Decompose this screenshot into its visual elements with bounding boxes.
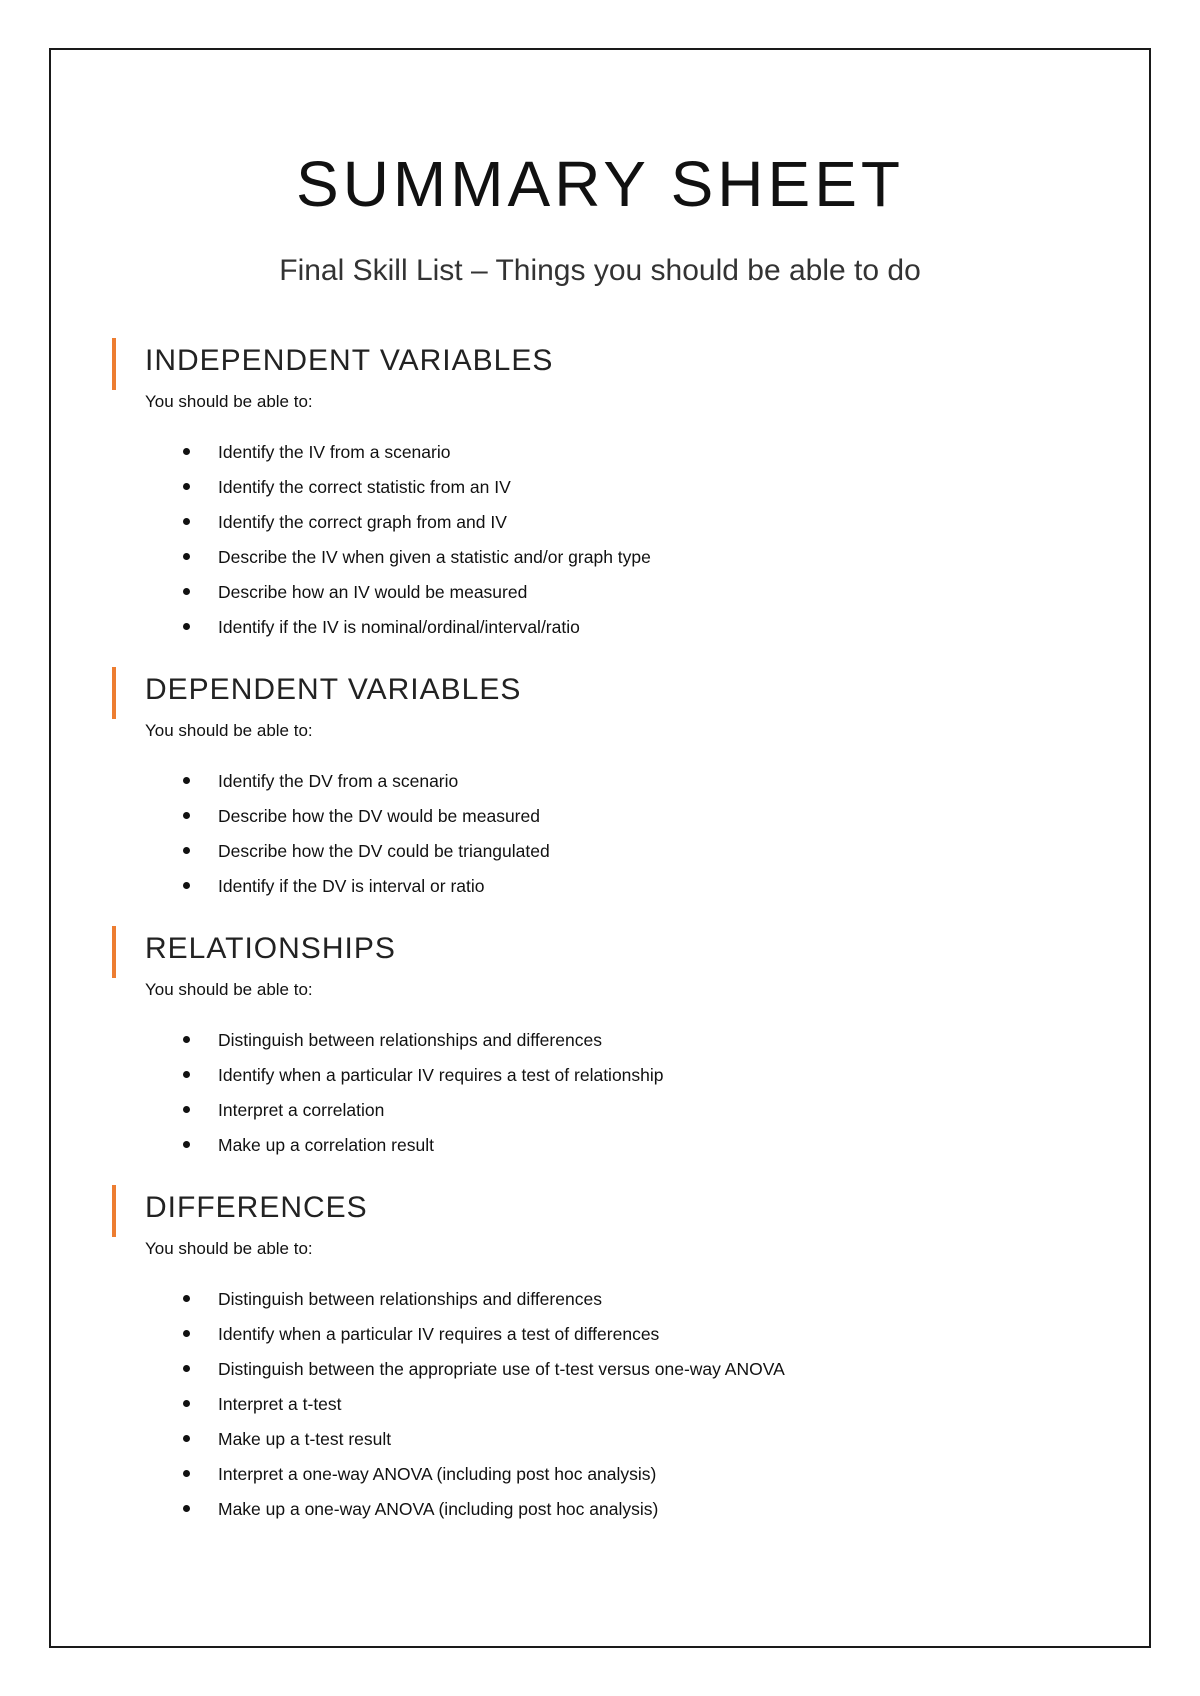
list-item-text: Identify the DV from a scenario [218,771,459,791]
bullet-icon [183,448,190,455]
section-accent-bar [112,667,116,719]
section-accent-bar [112,1185,116,1237]
section-heading: INDEPENDENT VARIABLES [145,344,554,377]
section-accent-bar [112,338,116,390]
list-item-text: Distinguish between the appropriate use of t-test versus one-way ANOVA [218,1359,785,1379]
bullet-icon [183,1470,190,1477]
list-item-text: Distinguish between relationships and differences [218,1289,602,1309]
list-item-text: Make up a correlation result [218,1135,434,1155]
bullet-icon [183,812,190,819]
section-intro: You should be able to: [145,980,313,999]
bullet-icon [183,882,190,889]
page-title: SUMMARY SHEET [296,148,904,220]
list-item-text: Identify when a particular IV requires a test of relationship [218,1065,664,1085]
bullet-icon [183,1435,190,1442]
bullet-icon [183,553,190,560]
section-heading: RELATIONSHIPS [145,932,396,965]
section-intro: You should be able to: [145,1239,313,1258]
list-item-text: Interpret a t-test [218,1394,342,1414]
list-item-text: Make up a one-way ANOVA (including post hoc analysis) [218,1499,659,1519]
section-heading: DIFFERENCES [145,1191,368,1224]
bullet-icon [183,777,190,784]
page-subtitle: Final Skill List – Things you should be able to do [279,254,921,287]
bullet-icon [183,1505,190,1512]
section-heading: DEPENDENT VARIABLES [145,673,522,706]
bullet-icon [183,1295,190,1302]
bullet-icon [183,1106,190,1113]
section-accent-bar [112,926,116,978]
list-item-text: Identify the correct graph from and IV [218,512,507,532]
list-item-text: Identify the correct statistic from an IV [218,477,511,497]
list-item-text: Interpret a correlation [218,1100,385,1120]
bullet-icon [183,847,190,854]
list-item-text: Make up a t-test result [218,1429,392,1449]
bullet-icon [183,483,190,490]
list-item-text: Describe how the DV would be measured [218,806,540,826]
section-intro: You should be able to: [145,721,313,740]
bullet-icon [183,1365,190,1372]
page-border [49,48,1151,1648]
list-item-text: Describe the IV when given a statistic and/or graph type [218,547,651,567]
bullet-icon [183,1036,190,1043]
list-item-text: Identify when a particular IV requires a test of differences [218,1324,660,1344]
list-item-text: Identify the IV from a scenario [218,442,451,462]
bullet-icon [183,518,190,525]
list-item-text: Describe how the DV could be triangulated [218,841,550,861]
list-item-text: Describe how an IV would be measured [218,582,528,602]
list-item-text: Identify if the DV is interval or ratio [218,876,485,896]
bullet-icon [183,588,190,595]
bullet-icon [183,623,190,630]
list-item-text: Interpret a one-way ANOVA (including post hoc analysis) [218,1464,657,1484]
bullet-icon [183,1330,190,1337]
bullet-icon [183,1400,190,1407]
bullet-icon [183,1071,190,1078]
section-intro: You should be able to: [145,392,313,411]
list-item-text: Distinguish between relationships and differences [218,1030,602,1050]
list-item-text: Identify if the IV is nominal/ordinal/interval/ratio [218,617,580,637]
bullet-icon [183,1141,190,1148]
